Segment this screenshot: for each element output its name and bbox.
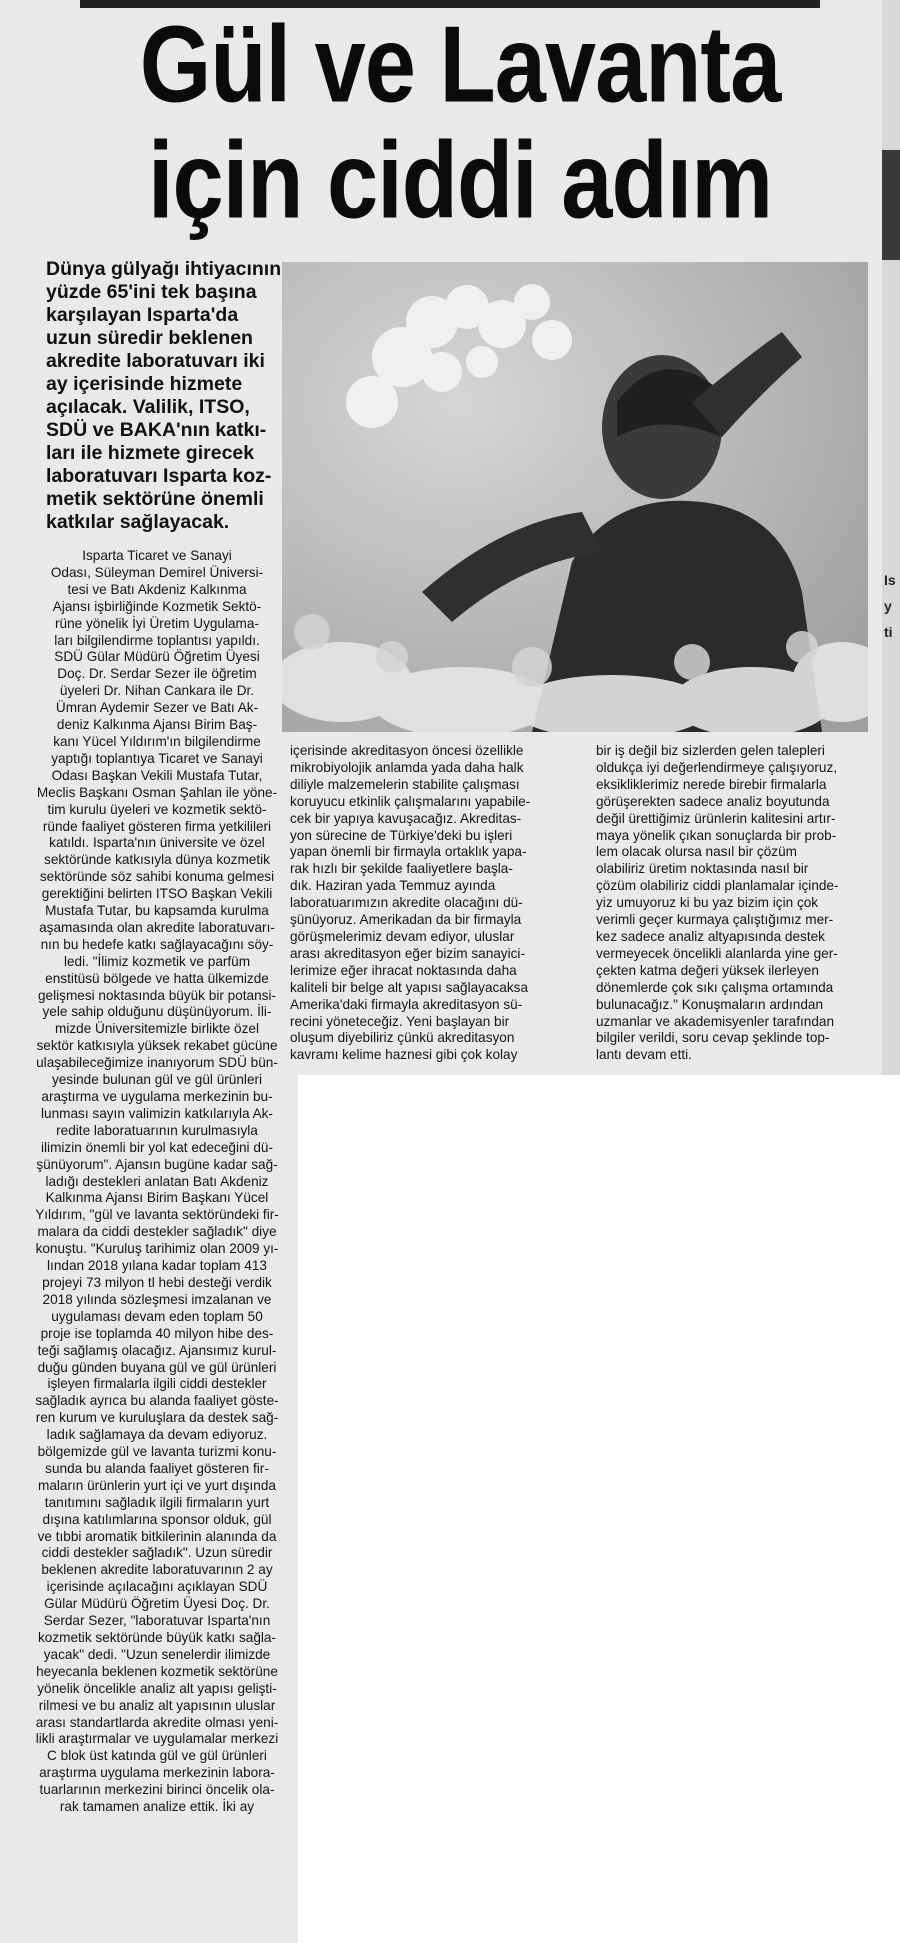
adjacent-headline-fragment: ti — [884, 624, 893, 640]
article-line: tesi ve Batı Akdeniz Kalkınma — [67, 581, 247, 597]
article-line: deniz Kalkınma Ajansı Birim Baş- — [56, 717, 258, 733]
article-line: Yıldırım, "gül ve lavanta sektöründeki fir- — [35, 1207, 279, 1223]
article-line: yapan önemli bir firmayla ortaklık yapa- — [290, 844, 527, 860]
article-line: C blok üst katında gül ve gül ürünleri — [47, 1748, 267, 1764]
article-line: ladığı destekleri anlatan Batı Akdeniz — [45, 1173, 269, 1189]
lead-line: SDÜ ve BAKA'nın katkı- — [46, 419, 267, 441]
lead-line: laboratuvarı Isparta koz- — [46, 465, 272, 487]
article-line: bölgemizde gül ve lavanta turizmi konu- — [37, 1444, 277, 1460]
article-line: değil ürettiğimiz ürünlerin kalitesini artır- — [596, 810, 836, 826]
article-line: duğu günden buyana gül ve gül ürünleri — [37, 1359, 277, 1375]
article-line: Kalkınma Ajansı Birim Başkanı Yücel — [45, 1190, 269, 1206]
article-line: lunması sayın valimizin katkılarıyla Ak- — [41, 1105, 273, 1121]
rose-harvest-illustration — [282, 262, 868, 732]
article-line: kavramı kelime haznesi gibi çok kolay — [290, 1047, 518, 1063]
article-line: içerisinde akreditasyon öncesi özellikle — [290, 743, 524, 758]
article-line: araştırma uygulama merkezinin labora- — [39, 1765, 275, 1781]
article-line: sağladık ayrıca bu alanda faaliyet göste- — [35, 1393, 279, 1409]
article-line: konuştu. "Kuruluş tarihimiz olan 2009 yı- — [35, 1241, 279, 1257]
article-line: ciddi destekler sağladık". Uzun süredir — [41, 1545, 273, 1561]
article-line: aşamasında olan akredite laboratuvarı- — [39, 919, 275, 935]
article-line: ledi. "İlimiz kozmetik ve parfüm — [63, 953, 251, 969]
rose-harvest-photo — [282, 262, 868, 732]
article-line: kaliteli bir belge alt yapısı sağlayacaksa — [290, 979, 529, 995]
lead-line: açılacak. Valilik, ITSO, — [46, 396, 250, 418]
article-line: ründe faaliyet gösteren firma yetkilileri — [42, 818, 272, 834]
article-line: maya yönelik çıkan sonuçlarda bir prob- — [596, 827, 837, 843]
article-line: katıldı. Isparta'nın üniversite ve özel — [49, 835, 265, 851]
article-line: lından 2018 yılana kadar toplam 413 — [47, 1258, 267, 1274]
article-line: yiz umuyoruz ki bu yaz bizim için çok — [596, 895, 819, 911]
article-line: cek bir yapıya kavuşacağız. Akreditas- — [290, 810, 522, 826]
article-line: Meclis Başkanı Osman Şahlan ile yöne- — [36, 784, 278, 800]
article-line: ları bilgilendirme toplantısı yapıldı. — [54, 632, 260, 648]
article-line: koruyucu etkinlik çalışmalarını yapabile- — [290, 793, 531, 809]
article-line: rak hızlı bir şekilde faaliyetlere başla- — [290, 861, 513, 877]
article-line: diliyle malzemelerin stabilite çalışması — [290, 776, 520, 792]
article-line: Gülar Müdürü Öğretim Üyesi Doç. Dr. — [44, 1596, 270, 1612]
article-line: uzmanlar ve akademisyenler tarafından — [596, 1013, 835, 1029]
article-line: dışına katılımlarına sponsor olduk, gül — [42, 1511, 272, 1527]
lead-line: metik sektörüne önemli — [46, 488, 264, 510]
article-line: üyeleri Dr. Nihan Cankara ile Dr. — [59, 683, 255, 699]
article-line: işleyen firmalarla ilgili ciddi destekler — [47, 1376, 267, 1392]
article-line: sektöründe katkısıyla dünya kozmetik — [44, 852, 270, 868]
lead-line: uzun süredir beklenen — [46, 327, 253, 349]
article-line: yaptığı toplantıya Ticaret ve Sanayi — [51, 750, 263, 766]
article-line: kez sadece analiz altyapısında destek — [596, 928, 825, 944]
article-column-2 — [290, 743, 580, 1064]
article-line: mikrobiyolojik anlamda yada daha halk — [290, 759, 524, 775]
article-line: redite laboratuarının kurulmasıyla — [56, 1122, 258, 1138]
article-line: nın bu hedefe katkı sağlayacağını söy- — [40, 936, 274, 952]
article-line: proje ise toplamda 40 milyon hibe des- — [40, 1325, 274, 1341]
article-column-1 — [18, 548, 296, 1816]
lead-paragraph — [46, 258, 282, 534]
article-line: dönemlerde çok sıkı çalışma ortamında — [596, 979, 834, 995]
adjacent-headline-fragment: Is — [884, 572, 896, 588]
headline-line-1: Gül ve Lavanta — [139, 4, 781, 126]
article-line: bilgiler verildi, soru cevap şeklinde top- — [596, 1030, 830, 1046]
article-line: projeyi 73 milyon tl hebi desteği verdik — [42, 1274, 272, 1290]
article-line: beklenen akredite laboratuvarının 2 ay — [41, 1562, 273, 1578]
article-line: gerektiğini belirten ITSO Başkan Vekili — [41, 886, 273, 902]
article-line: maların ürünlerin yurt içi ve yurt dışında — [38, 1477, 276, 1493]
article-line: kanı Yücel Yıldırım'ın bilgilendirme — [53, 733, 261, 749]
article-line: uygulaması devam eden toplam 50 — [51, 1308, 263, 1324]
article-line: rak tamamen analize ettik. İki ay — [59, 1799, 255, 1815]
article-line: 2018 yılında sözleşmesi imzalanan ve — [42, 1291, 272, 1307]
lead-line: akredite laboratuvarı iki — [46, 350, 265, 372]
article-line: oluşum diyebiliriz çünkü akreditasyon — [290, 1030, 515, 1046]
article-line: tim kurulu üyeleri ve kozmetik sektö- — [47, 801, 267, 817]
article-line: yele sahip olduğunu düşünüyorum. İli- — [42, 1004, 272, 1020]
article-line: araştırma ve uygulama merkezinin bu- — [41, 1089, 273, 1104]
lead-line: Dünya gülyağı ihtiyacının — [46, 258, 282, 280]
lead-line: katkılar sağlayacak. — [46, 511, 230, 533]
article-line: tanıtımını sağladık ilgili firmaların yurt — [44, 1494, 270, 1510]
article-line: eksikliklerimiz nerede birebir firmalarla — [596, 776, 827, 792]
article-line: mizde Üniversitemizle birlikte özel — [55, 1021, 259, 1037]
article-line: arası akreditasyon eğer bizim sanayici- — [290, 945, 525, 961]
article-line: vermeyecek öncelikli alanlarda yine ger- — [596, 945, 838, 961]
article-line: Odası, Süleyman Demirel Üniversi- — [50, 564, 264, 580]
article-line: Odası Başkan Vekili Mustafa Tutar, — [51, 767, 263, 783]
article-line: lem olacak olursa nasıl bir çözüm — [596, 844, 797, 860]
article-line: verimli geçer kurmaya çalıştığımız mer- — [596, 912, 834, 928]
article-line: rilmesi ve bu analiz alt yapısının uluslar — [38, 1697, 276, 1713]
article-line: tuarlarının merkezini birinci öncelik ola- — [39, 1782, 275, 1798]
adjacent-headline-fragment: y — [884, 598, 892, 614]
article-line: Amerika'daki firmayla akreditasyon sü- — [290, 996, 523, 1012]
article-line: yacak" dedi. "Uzun senelerdir ilimizde — [43, 1646, 271, 1662]
article-line: lerimize eğer ihracat noktasında daha — [290, 962, 517, 978]
lead-line: yüzde 65'ini tek başına — [46, 281, 257, 303]
article-line: laboratuarımızın akredite olacağını dü- — [290, 895, 523, 911]
article-line: sunda bu alanda faaliyet gösteren fir- — [45, 1460, 269, 1476]
article-line: heyecanla beklenen kozmetik sektörüne — [36, 1663, 278, 1679]
article-line: teği sağlamış olacağız. Ajansımız kurul- — [37, 1342, 277, 1358]
article-line: lantı devam etti. — [596, 1047, 692, 1063]
article-line: ilimizin önemli bir yol kat edeceğini dü- — [41, 1139, 273, 1155]
article-line: ladık sağlamaya da devam ediyoruz. — [46, 1427, 268, 1443]
lead-line: ları ile hizmete girecek — [46, 442, 255, 464]
article-line: Ajansı işbirliğinde Kozmetik Sektö- — [52, 598, 262, 614]
article-line: ulaşabileceğimize inanıyorum SDÜ bün- — [36, 1055, 278, 1071]
lead-line: ay içerisinde hizmete — [46, 373, 243, 395]
article-line: şünüyorum". Ajansın bugüne kadar sağ- — [36, 1156, 278, 1172]
article-line: malara da ciddi destekler sağladık" diye — [37, 1224, 277, 1240]
article-line: çözüm olabiliriz ciddi planlamalar içinde- — [596, 878, 839, 894]
article-line: Doç. Dr. Serdar Sezer ile öğretim — [57, 666, 257, 682]
article-line: arası standartlarda akredite olması yeni- — [35, 1714, 279, 1730]
article-line: sektöründe söz sahibi konuma gelmesi — [39, 869, 275, 885]
article-line: görüşmelerimiz devam ediyor, uluslar — [290, 928, 515, 944]
headline-line-2: için ciddi adım — [147, 120, 772, 242]
article-line: oldukça iyi değerlendirmeye çalışıyoruz, — [596, 759, 838, 775]
adjacent-article-image — [882, 150, 900, 260]
lead-line: karşılayan Isparta'da — [46, 304, 239, 326]
article-line: Ümran Aydemir Sezer ve Batı Ak- — [55, 700, 259, 716]
article-line: Serdar Sezer, "laboratuvar Isparta'nın — [43, 1613, 271, 1629]
article-line: bir iş değil biz sizlerden gelen talepleri — [596, 743, 825, 758]
article-line: Isparta Ticaret ve Sanayi — [82, 548, 232, 563]
article-line: görüşerekten sadece analiz boyutunda — [596, 793, 830, 809]
article-line: bulunacağız." Konuşmaların ardından — [596, 996, 824, 1012]
article-line: recini yöneteceğiz. Yeni başlayan bir — [290, 1013, 510, 1029]
article-line: enstitüsü bölgede ve hatta ülkemizde — [45, 970, 269, 986]
article-line: sektör katkısıyla yüksek rekabet gücüne — [36, 1038, 278, 1054]
article-line: yon sürecine de Türkiye'deki bu işleri — [290, 827, 513, 843]
article-line: çekten katma değeri yüksek ilerleyen — [596, 962, 819, 978]
article-line: şünüyoruz. Amerikadan da bir firmayla — [290, 912, 522, 928]
article-line: rüne yönelik İyi Üretim Uygulama- — [55, 615, 259, 631]
article-line: likli araştırmalar ve uygulamalar merkezi — [35, 1731, 279, 1747]
article-line: dık. Haziran yada Temmuz ayında — [290, 878, 496, 894]
article-line: olabiliriz üretim noktasında nasıl bir — [596, 861, 809, 877]
article-line: içerisinde açılacağını açıklayan SDÜ — [46, 1579, 268, 1595]
article-column-3 — [596, 743, 882, 1064]
article-line: SDÜ Gülar Müdürü Öğretim Üyesi — [54, 649, 260, 665]
article-line: Mustafa Tutar, bu kapsamda kurulma — [45, 903, 269, 919]
article-line: ren kurum ve kuruluşlara da destek sağ- — [35, 1410, 279, 1426]
article-line: ve tıbbi aromatik bitkilerinin alanında da — [37, 1528, 277, 1544]
article-line: yesinde bulunan gül ve gül ürünleri — [51, 1072, 263, 1088]
article-line: gelişmesi noktasında büyük bir potansi- — [37, 987, 277, 1003]
article-line: yönelik öncelikle analiz alt yapısı gelişti- — [37, 1680, 277, 1696]
article-line: kozmetik sektöründe büyük katkı sağla- — [37, 1630, 276, 1645]
